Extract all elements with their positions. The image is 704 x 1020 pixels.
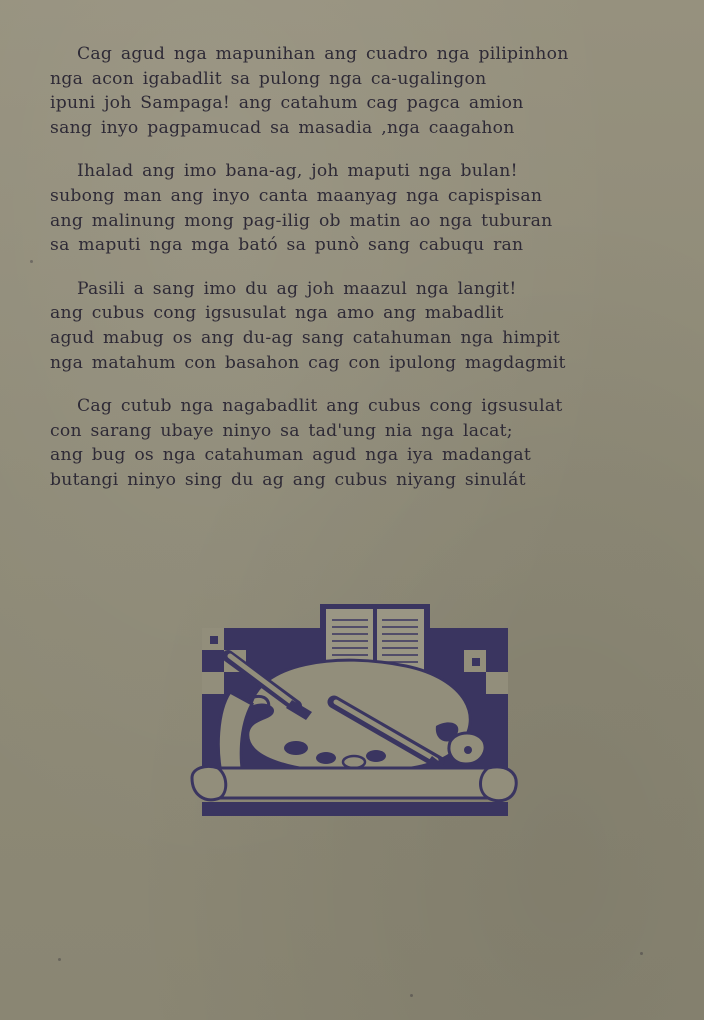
poem-line: ipuni joh Sampaga! ang catahum cag pagca amion [50,93,524,114]
poem-line: Cag cutub nga nagabadlit ang cubus cong igsusulat [77,396,563,417]
stanza-2 [50,159,670,257]
poem-line: con sarang ubaye ninyo sa tad'ung nia nga lacat; [50,420,513,441]
poem-line: Pasili a sang imo du ag joh maazul nga langit! [77,278,517,299]
paper-speck [640,952,643,955]
stanza-1 [50,42,670,140]
stanza-4 [50,394,670,492]
poem [50,42,670,512]
poem-line: butangi ninyo sing du ag ang cubus niyang sinulát [50,469,526,490]
poem-line: Ihalad ang imo bana-ag, joh maputi nga bulan! [77,161,518,182]
poem-line: sang inyo pagpamucad sa masadia ,nga caagahon [50,117,515,138]
poem-line: sa maputi nga mga bató sa punò sang cabuqu ran [50,235,524,256]
poem-line: Cag agud nga mapunihan ang cuadro nga pilipinhon [77,44,569,64]
paper-speck [410,994,413,997]
poem-line: nga acon igabadlit sa pulong nga ca-ugalingon [50,68,487,89]
poem-line: agud mabug os ang du-ag sang catahuman nga himpit [50,327,561,348]
ornament-vignette [188,600,520,822]
poem-line: ang bug os nga catahuman agud nga iya madangat [50,445,531,466]
stanza-3 [50,277,670,375]
scroll-icon [192,766,516,816]
poem-line: subong man ang inyo canta maanyag nga capispisan [50,185,543,206]
poem-line: nga matahum con basahon cag con ipulong magdagmit [50,352,566,373]
poem-line: ang cubus cong igsusulat nga amo ang mabadlit [50,303,504,324]
poem-line: ang malinung mong pag-ilig ob matin ao nga tuburan [50,210,553,231]
paper-speck [30,260,33,263]
paper-speck [58,958,61,961]
inkwell-icon [449,733,485,764]
